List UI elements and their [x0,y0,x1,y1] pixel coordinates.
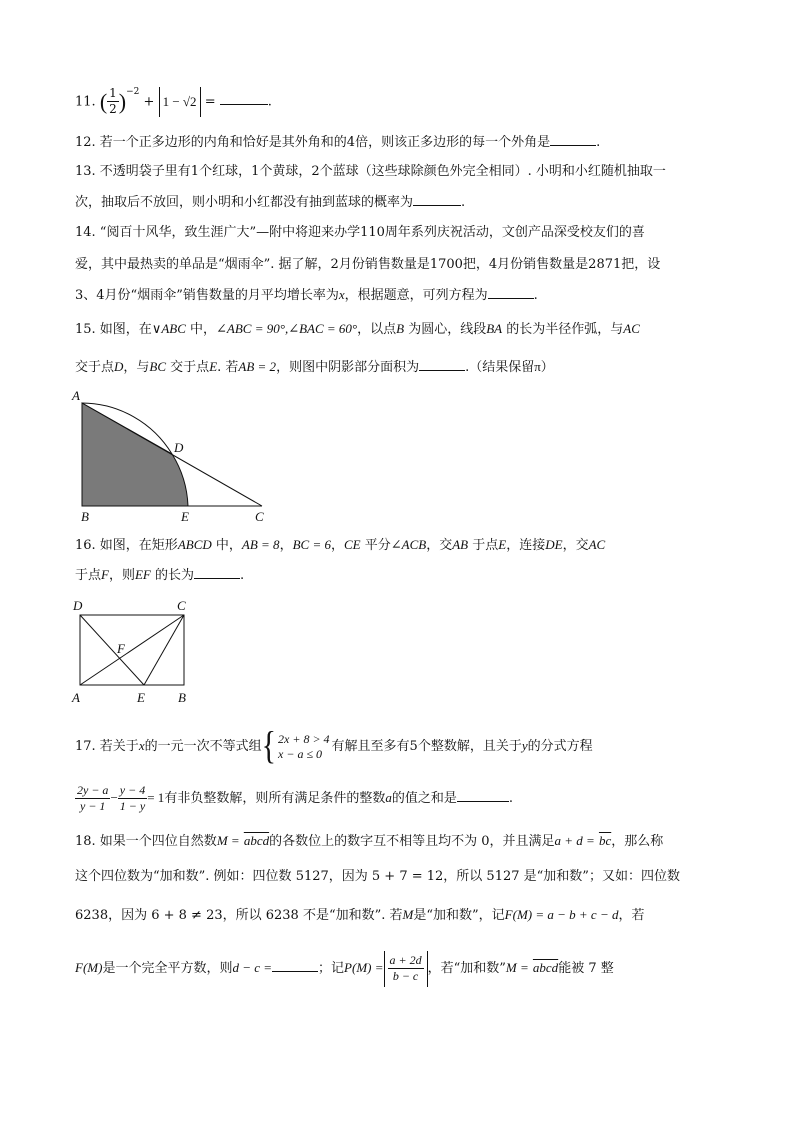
question-15-line-2: 交于点D，与BC 交于点E. 若AB = 2，则图中阴影部分面积为 .（结果保留π） [75,359,554,375]
q15-label-c: C [255,509,264,524]
q15-answer-blank[interactable] [419,358,465,371]
q18-answer-blank-1[interactable] [272,959,318,972]
q17-answer-blank[interactable] [457,789,509,802]
q16-label-c: C [177,598,186,613]
q11-number: 11. [75,94,96,110]
question-12: 12. 若一个正多边形的内角和恰好是其外角和的4倍，则该正多边形的每一个外角是 . [75,135,601,150]
q16-answer-blank[interactable] [194,566,240,579]
q16-figure [66,596,196,708]
q16-segment-de [80,615,144,685]
question-15-line-1: 15. 如图，在∨ABC 中，∠ABC = 90°,∠BAC = 60°，以点B 为圆心，线段BA 的长为半径作弧，与AC [75,321,640,337]
question-18-line-3: 6238，因为 6 + 8 ≠ 23，所以 6238 不是“加和数”. 若M是“加和数”，记F(M) = a − b + c − d，若 [75,907,645,923]
q13-answer-blank[interactable] [413,193,461,206]
q11-fraction: $\frac{1}{2}$ [109,86,117,117]
question-13-line-2: 次，抽取后不放回，则小明和小红都没有抽到蓝球的概率为 . [75,195,466,210]
question-11: 11. ( $\frac{1}{2}$ )$^{-2}$ + 1 − √2 = . [75,86,272,117]
q15-label-a: A [72,388,80,403]
q16-segment-ce [144,615,184,685]
question-18-line-2: 这个四位数为“加和数”. 例如：四位数 5127，因为 5 + 7 = 12，所以 5127 是“加和数”；又如：四位数 [75,869,680,884]
question-18-line-4: F(M)是一个完全平方数，则d − c = ；记P(M) = $\frac{a + 2d}{b - c}$ ，若“加和数”M = abcd能被 7 整 [75,950,614,986]
question-16-line-1: 16. 如图，在矩形ABCD 中，AB = 8，BC = 6，CE 平分∠ACB，交AB 于点E，连接DE，交AC [75,537,606,553]
q11-answer-blank[interactable] [220,92,268,105]
question-14-line-3: 3、4月份“烟雨伞”销售数量的月平均增长率为x，根据题意，可列方程为 . [75,287,538,303]
question-17-line-1: 17. 若关于x的一元一次不等式组{ 2x + 8 > 4 x − a ≤ 0 有解且至多有5个整数解，且关于y的分式方程 [75,724,593,768]
q17-fraction-1: $\frac{2y - a}{y - 1}$ [77,783,109,813]
q12-answer-blank[interactable] [550,133,596,146]
q16-label-e: E [137,690,145,705]
q16-label-d: D [73,598,83,613]
q11-absolute-value: 1 − √2 [159,87,201,117]
q16-label-b: B [178,690,186,705]
question-16-line-2: 于点F，则EF 的长为 . [75,567,245,583]
question-14-line-2: 爱，其中最热卖的单品是“烟雨伞”. 据了解，2月份销售数量是1700把，4月份销售数量是2871把，设 [75,257,661,272]
q17-inequality-system: 2x + 8 > 4 x − a ≤ 0 [278,731,330,761]
q15-label-b: B [81,509,89,524]
q15-figure [68,386,278,526]
q15-label-d: D [174,440,184,455]
q15-label-e: E [181,509,189,524]
question-13-line-1: 13. 不透明袋子里有1个红球，1个黄球，2个蓝球（这些球除颜色外完全相同）. 小明和小红随机抽取一 [75,164,666,179]
q16-label-a: A [72,690,80,705]
q16-diagonal-ac [80,615,184,685]
question-18-line-1: 18. 如果一个四位自然数M = abcd的各数位上的数字互不相等且均不为 0，并且满足$a + d = \overline{bc}$，那么称 [75,833,664,849]
q17-system-brace: { [261,724,277,768]
q17-fraction-2: $\frac{y - 4}{1 - y}$ [119,783,146,813]
question-17-line-2: $\frac{2y - a}{y - 1}$ − $\frac{y - 4}{1 - y}$ = 1有非负整数解，则所有满足条件的整数a的值之和是 . [77,783,513,813]
q18-absolute-fraction: $\frac{a + 2d}{b - c}$ [384,951,428,987]
question-14-line-1: 14. “阅百十风华，致生涯广大”—附中将迎来办学110周年系列庆祝活动，文创产品深受校友们的喜 [75,225,645,240]
q14-answer-blank[interactable] [488,286,534,299]
q16-label-f: F [117,641,125,656]
